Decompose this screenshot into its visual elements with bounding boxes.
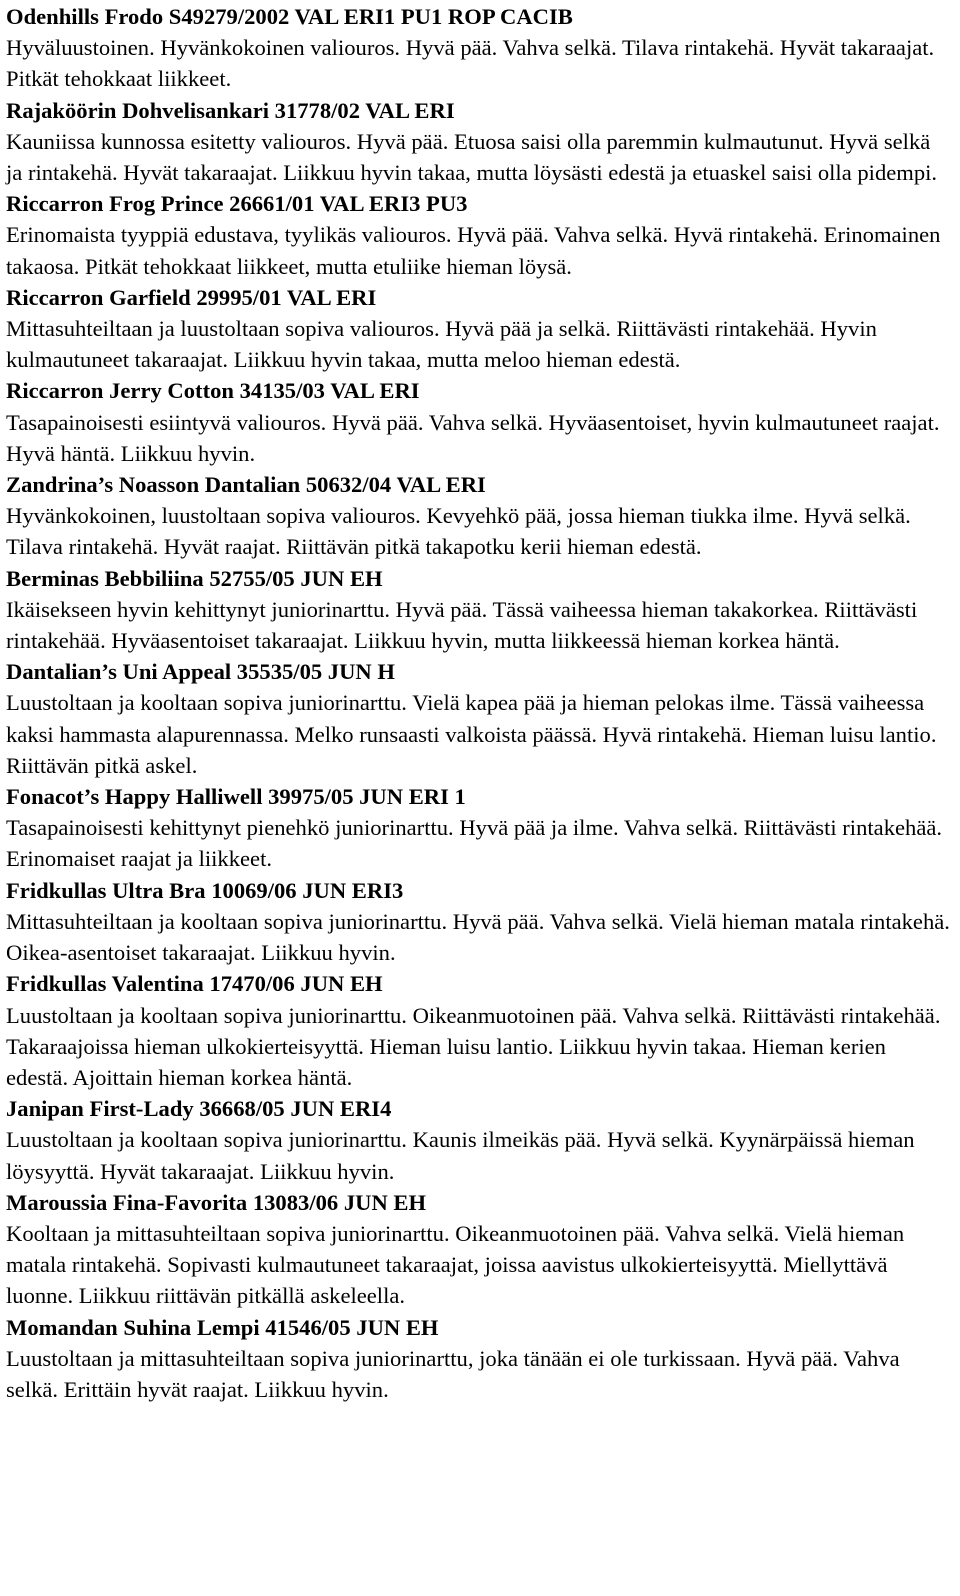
entry-description: Mittasuhteiltaan ja luustoltaan sopiva valiouros. Hyvä pää ja selkä. Riittävästi rintakehää. Hyvin kulmautuneet takaraajat. Liikkuu hyvin takaa, mutta meloo hieman edestä. <box>6 316 877 373</box>
entry-title: Fridkullas Valentina 17470/06 JUN EH <box>6 971 383 997</box>
entry <box>6 1312 950 1406</box>
entry-title: Zandrina’s Noasson Dantalian 50632/04 VAL ERI <box>6 472 486 498</box>
entry <box>6 968 950 1093</box>
entry-description: Tasapainoisesti esiintyvä valiouros. Hyvä pää. Vahva selkä. Hyväasentoiset, hyvin kulmautuneet raajat. Hyvä häntä. Liikkuu hyvin. <box>6 409 940 466</box>
entry-title: Fonacot’s Happy Halliwell 39975/05 JUN ERI 1 <box>6 784 466 810</box>
entry-description: Tasapainoisesti kehittynyt pienehkö juniorinarttu. Hyvä pää ja ilme. Vahva selkä. Riittävästi rintakehää. Erinomaiset raajat ja liikkeet. <box>6 815 943 872</box>
entry <box>6 188 950 282</box>
entry-title: Janipan First-Lady 36668/05 JUN ERI4 <box>6 1096 392 1122</box>
entry-description: Luustoltaan ja kooltaan sopiva juniorinarttu. Kaunis ilmeikäs pää. Hyvä selkä. Kyynärpäissä hieman löysyyttä. Hyvät takaraajat. Liikkuu hyvin. <box>6 1127 915 1184</box>
entry-title: Maroussia Fina-Favorita 13083/06 JUN EH <box>6 1189 427 1215</box>
entry-title: Momandan Suhina Lempi 41546/05 JUN EH <box>6 1314 439 1340</box>
entry <box>6 781 950 875</box>
entry-description: Mittasuhteiltaan ja kooltaan sopiva juniorinarttu. Hyvä pää. Vahva selkä. Vielä hieman matala rintakehä. Oikea-asentoiset takaraajat. Liikkuu hyvin. <box>6 908 950 966</box>
entry-title: Riccarron Jerry Cotton 34135/03 VAL ERI <box>6 378 420 404</box>
entry-title: Rajaköörin Dohvelisankari 31778/02 VAL ERI <box>6 97 455 123</box>
document-page <box>6 1 950 1405</box>
entry-title: Riccarron Frog Prince 26661/01 VAL ERI3 PU3 <box>6 191 468 217</box>
entry <box>6 656 950 781</box>
entry <box>6 1093 950 1187</box>
entry-description: Kooltaan ja mittasuhteiltaan sopiva juniorinarttu. Oikeanmuotoinen pää. Vahva selkä. Vielä hieman matala rintakehä. Sopivasti kulmautuneet takaraajat, joissa aavistus ulkokierteisyyttä. Miellyttävä luonne. Liikkuu riittävän pitkällä askeleella. <box>6 1220 905 1309</box>
entry-description: Hyvänkokoinen, luustoltaan sopiva valiouros. Kevyehkö pää, jossa hieman tiukka ilme. Hyvä selkä. Tilava rintakehä. Hyvät raajat. Riittävän pitkä takapotku kerii hieman edestä. <box>6 503 911 560</box>
entry-description: Luustoltaan ja mittasuhteiltaan sopiva juniorinarttu, joka tänään ei ole turkissaan. Hyvä pää. Vahva selkä. Erittäin hyvät raajat. Liikkuu hyvin. <box>6 1345 900 1402</box>
entry <box>6 1 950 95</box>
entry-title: Dantalian’s Uni Appeal 35535/05 JUN H <box>6 659 395 685</box>
entry <box>6 469 950 563</box>
entry <box>6 95 950 189</box>
entry-description: Erinomaista tyyppiä edustava, tyylikäs valiouros. Hyvä pää. Vahva selkä. Hyvä rintakehä. Erinomainen takaosa. Pitkät tehokkaat liikkeet, mutta etuliike hieman löysä. <box>6 222 941 279</box>
entry <box>6 875 950 969</box>
entry <box>6 282 950 376</box>
entry-description: Luustoltaan ja kooltaan sopiva juniorinarttu. Vielä kapea pää ja hieman pelokas ilme. Tässä vaiheessa kaksi hammasta alapurennassa. Melko runsaasti valkoista päässä. Hyvä rintakehä. Hieman luisu lantio. Riittävän pitkä askel. <box>6 690 937 778</box>
entry-description: Hyväluustoinen. Hyvänkokoinen valiouros. Hyvä pää. Vahva selkä. Tilava rintakehä. Hyvät takaraajat. Pitkät tehokkaat liikkeet. <box>6 35 935 92</box>
entry-title: Fridkullas Ultra Bra 10069/06 JUN ERI3 <box>6 877 404 903</box>
entry <box>6 1187 950 1312</box>
entry-title: Riccarron Garfield 29995/01 VAL ERI <box>6 284 377 310</box>
entry-title: Berminas Bebbiliina 52755/05 JUN EH <box>6 565 383 591</box>
entry-description: Ikäisekseen hyvin kehittynyt juniorinarttu. Hyvä pää. Tässä vaiheessa hieman takakorkea. Riittävästi rintakehää. Hyväasentoiset takaraajat. Liikkuu hyvin, mutta liikkeessä hieman korkea häntä. <box>6 596 918 654</box>
entry <box>6 375 950 469</box>
entry-title: Odenhills Frodo S49279/2002 VAL ERI1 PU1 ROP CACIB <box>6 4 573 29</box>
entry-description: Kauniissa kunnossa esitetty valiouros. Hyvä pää. Etuosa saisi olla paremmin kulmautunut. Hyvä selkä ja rintakehä. Hyvät takaraajat. Liikkuu hyvin takaa, mutta löysästi edestä ja etuaskel saisi olla pidempi. <box>6 128 938 186</box>
entry <box>6 563 950 657</box>
entry-description: Luustoltaan ja kooltaan sopiva juniorinarttu. Oikeanmuotoinen pää. Vahva selkä. Riittävästi rintakehää. Takaraajoissa hieman ulkokierteisyyttä. Hieman luisu lantio. Liikkuu hyvin takaa. Hieman kerien edestä. Ajoittain hieman korkea häntä. <box>6 1002 941 1090</box>
